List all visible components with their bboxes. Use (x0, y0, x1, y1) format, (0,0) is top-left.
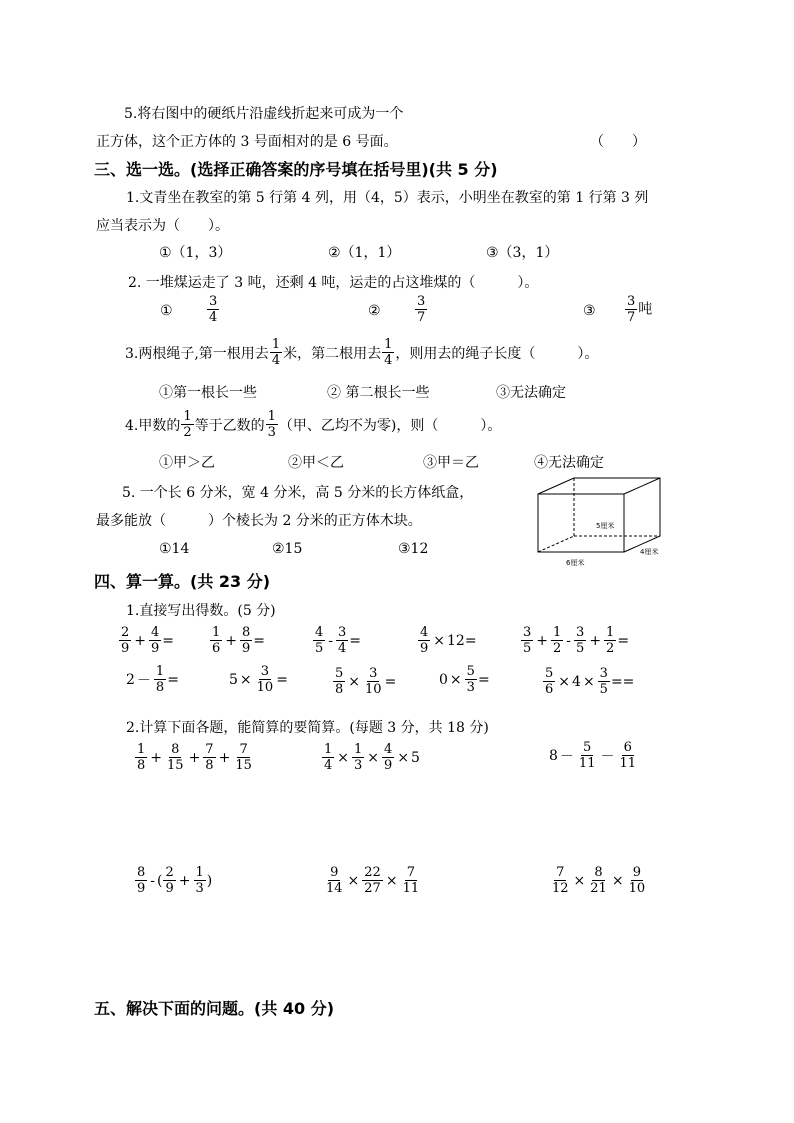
answer-paren: （ ） (590, 134, 646, 150)
simplify-calc-1: $\frac{1}{8}$ + $\frac{8}{15}$ + $\frac{7}{8}$ + $\frac{7}{15}$ (137, 742, 252, 773)
direct-calc-10: $\frac{5}{6}$ × 4 × $\frac{3}{5}$ == (545, 666, 635, 697)
fraction: $\frac{1}{3}$ (267, 409, 276, 440)
q3-5-option-1: ①14 (159, 541, 190, 557)
q3-1-line2: 应当表示为（ ）。 (96, 218, 229, 234)
q3-5-line2: 最多能放（ ）个棱长为 2 分米的正方体木块。 (96, 513, 422, 529)
simplify-calc-6: $\frac{7}{12}$ × $\frac{8}{21}$ × $\frac{9}{10}$ (552, 865, 646, 896)
q3-5-option-3: ③12 (398, 541, 429, 557)
q3-2-option-1-fraction: $\frac{3}{4}$ (209, 294, 218, 325)
section-4-title: 四、算一算。(共 23 分) (94, 572, 271, 591)
sub-question-1: 1.直接写出得数。(5 分) (126, 603, 276, 619)
q3-2-option-1-label: ① (160, 303, 173, 319)
q3-2-option-3-fraction: $\frac{3}{7}$ 吨 (627, 294, 653, 325)
q3-1-option-1: ①（1，3） (159, 245, 232, 261)
q3-1-line1: 1.文青坐在教室的第 5 行第 4 列，用（4，5）表示，小明坐在教室的第 1 行第 3 列 (126, 190, 649, 206)
sub-question-2: 2.计算下面各题，能简算的要简算。(每题 3 分，共 18 分) (126, 720, 489, 736)
q3-3-option-1: ①第一根长一些 (159, 385, 257, 401)
fraction: $\frac{1}{4}$ (271, 337, 281, 368)
q3-4-option-3: ③甲＝乙 (423, 455, 479, 471)
width-label: 4厘米 (640, 548, 659, 556)
length-label: 6厘米 (566, 559, 585, 567)
unit-ton: 吨 (638, 301, 653, 318)
q3-4-option-2: ②甲＜乙 (288, 455, 344, 471)
q3-4-option-1: ①甲＞乙 (159, 455, 215, 471)
direct-calc-8: $\frac{5}{8}$ × $\frac{3}{10}$ = (335, 666, 397, 697)
direct-calc-9: 0 × $\frac{5}{3}$ = (439, 664, 490, 695)
q3-5-option-2: ②15 (272, 541, 303, 557)
direct-calc-5: $\frac{3}{5}$ + $\frac{1}{2}$ - $\frac{3}{5}$ + $\frac{1}{2}$ = (523, 625, 630, 656)
judge-item-5-line1: 5.将右图中的硬纸片沿虚线折起来可成为一个 (124, 106, 404, 122)
section-3-title: 三、选一选。(选择正确答案的序号填在括号里)(共 5 分) (94, 160, 498, 179)
q3-1-option-3: ③（3，1） (486, 245, 559, 261)
q3-3-option-2: ② 第二根长一些 (327, 385, 430, 401)
direct-calc-2: $\frac{1}{6}$ + $\frac{8}{9}$ = (212, 625, 266, 656)
simplify-calc-5: $\frac{9}{14}$ × $\frac{22}{27}$ × $\frac{7}{11}$ (326, 865, 420, 896)
direct-calc-7: 5 × $\frac{3}{10}$ = (229, 664, 288, 695)
q3-2-option-2-label: ② (368, 303, 381, 319)
q3-3-option-3: ③无法确定 (496, 385, 566, 401)
simplify-calc-3: 8 － $\frac{5}{11}$ － $\frac{6}{11}$ (549, 740, 637, 771)
q3-4-stem: 4.甲数的 $\frac{1}{2}$ 等于乙数的 $\frac{1}{3}$ （甲、乙均不为零)，则（ ）。 (125, 409, 502, 440)
judge-item-5-line2: 正方体，这个正方体的 3 号面相对的是 6 号面。 (96, 134, 398, 150)
fraction: $\frac{1}{4}$ (384, 337, 393, 368)
q3-2-option-2-fraction: $\frac{3}{7}$ (417, 294, 426, 325)
simplify-calc-4: $\frac{8}{9}$ - ( $\frac{2}{9}$ + $\frac{1}{3}$ ) (137, 865, 213, 896)
section-5-title: 五、解决下面的问题。(共 40 分) (94, 999, 335, 1018)
direct-calc-3: $\frac{4}{5}$ - $\frac{3}{4}$ = (315, 625, 362, 656)
q3-3-stem: 3.两根绳子,第一根用去 $\frac{1}{4}$ 米，第二根用去 $\frac{1}{4}$ ，则用去的绳子长度（ ）。 (125, 337, 599, 368)
q3-1-option-2: ②（1，1） (328, 245, 401, 261)
fraction: $\frac{1}{2}$ (183, 409, 192, 440)
q3-4-option-4: ④无法确定 (534, 455, 604, 471)
direct-calc-1: $\frac{2}{9}$ + $\frac{4}{9}$ = (121, 625, 175, 656)
height-label: 5厘米 (596, 522, 615, 530)
direct-calc-6: 2 － $\frac{1}{8}$ = (126, 664, 179, 695)
cuboid-figure (536, 476, 676, 571)
q3-2-stem: 2. 一堆煤运走了 3 吨，还剩 4 吨，运走的占这堆煤的（ ）。 (128, 275, 539, 291)
q3-2-option-3-label: ③ (583, 303, 596, 319)
direct-calc-4: $\frac{4}{9}$ × 12 = (420, 625, 477, 656)
simplify-calc-2: $\frac{1}{4}$ × $\frac{1}{3}$ × $\frac{4}{9}$ × 5 (324, 742, 420, 773)
q3-5-line1: 5. 一个长 6 分米，宽 4 分米，高 5 分米的长方体纸盒， (122, 485, 474, 501)
